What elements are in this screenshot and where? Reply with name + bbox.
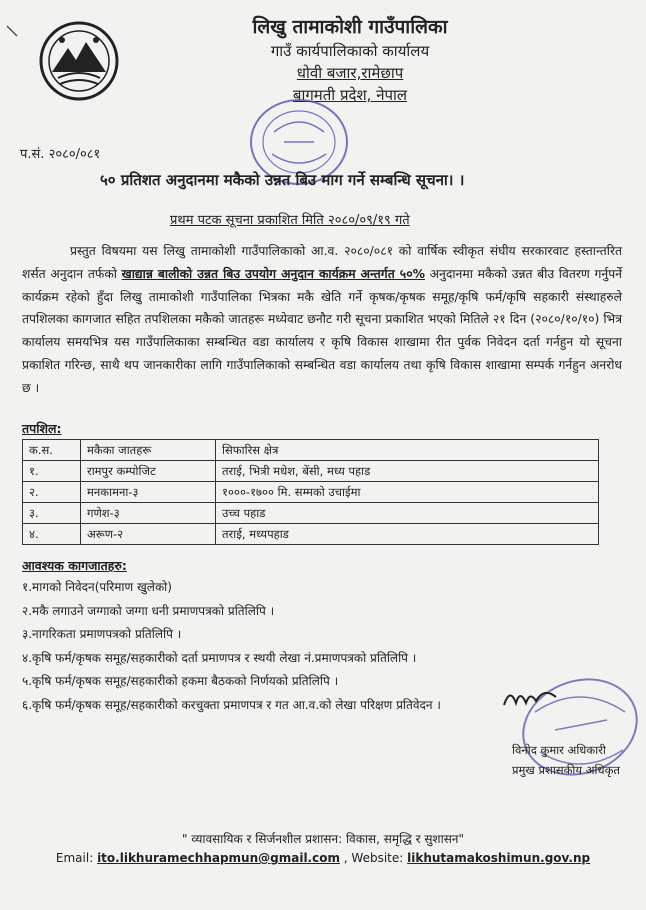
maize-variety-table — [22, 439, 599, 545]
corner-mark-icon — [5, 24, 19, 38]
cell-sn: १. — [23, 461, 81, 482]
table-row — [23, 461, 599, 482]
email-label: Email: — [55, 851, 98, 865]
list-item: १.मागको निवेदन(परिमाण खुलेको) — [22, 580, 172, 594]
footer-contact — [0, 851, 646, 865]
table-header-row — [23, 440, 599, 461]
publication-date: प्रथम पटक सूचना प्रकाशित मिति २०८०/०९/१९ गते — [170, 213, 410, 228]
email-link[interactable]: ito.likhuramechhapmun@gmail.com — [97, 851, 340, 865]
municipality-emblem-icon — [38, 20, 120, 102]
cell-sn: २. — [23, 482, 81, 503]
municipality-name: लिखु तामाकोशी गाउँपालिका — [252, 16, 448, 38]
website-label: , Website: — [339, 851, 408, 865]
notice-body — [22, 240, 622, 400]
cell-variety: गणेश-३ — [81, 503, 216, 524]
reference-number: प.सं. २०८०/०८१ — [20, 147, 101, 162]
cell-region: उच्च पहाड — [216, 503, 599, 524]
cell-region: तराई, मध्यपहाड — [216, 524, 599, 545]
cell-region: तराई, भित्री मधेश, बेंसी, मध्य पहाड — [216, 461, 599, 482]
cell-sn: ३. — [23, 503, 81, 524]
table-row — [23, 503, 599, 524]
col-header-sn: क.स. — [23, 440, 81, 461]
signatory — [512, 740, 620, 780]
col-header-variety: मकैका जातहरू — [81, 440, 216, 461]
table-row — [23, 524, 599, 545]
list-item: ३.नागरिकता प्रमाणपत्रको प्रतिलिपि । — [22, 627, 182, 641]
signer-title: प्रमुख प्रशासकीय अधिकृत — [512, 763, 620, 777]
list-item: ५.कृषि फर्म/कृषक समूह/सहकारीको हकमा बैठकको निर्णयको प्रतिलिपि । — [22, 674, 339, 688]
details-label: तपशिल: — [22, 421, 62, 436]
cell-region: १०००-१७०० मि. सम्मको उचाईमा — [216, 482, 599, 503]
body-text-2: अनुदानमा मकैको उन्नत बीउ वितरण गर्नुपर्ने कार्यक्रम रहेको हुँदा लिखु तामाकोशी गाउँपालिका भित्रका मकै खेति गर्ने कृषक/कृषक समूह/कृषि फर्म/कृषि सहकारी संस्थाहरुले तपशिलका कागजात सहित तपशिलका मकैको जातहरू मध्येवाट छनौट गरी सूचना प्रकाशित भएको मितिले २१ दिन (२०८०/१०/१०) भित्र कार्यालय समयभित्र यस गाउँपालिकाका सम्बन्धित वडा कार्यालय र कृषि विकास शाखामा रीत पुर्वक निवेदन दर्ता गर्नहुन यो सूचना प्रकाशित गरिन्छ, साथै थप जानकारीका लागि गाउँपालिकाको सम्बन्धित वडा कार्यालय तथा कृषि विकास शाखामा सम्पर्क गर्नहुन अनरोध छ । — [22, 266, 623, 395]
body-text-1: प्रस्तुत विषयमा यस लिखु तामाकोशी गाउँपालिकाको आ.व. २०८०/०८१ को वार्षिक स्वीकृत संघीय सरकारवाट हस्तान्तरित शर्सत अनुदान तर्फको — [22, 244, 622, 281]
province-country: बागमती प्रदेश, नेपाल — [292, 86, 408, 104]
office-address: धोवी बजार,रामेछाप — [296, 64, 404, 82]
table-row — [23, 482, 599, 503]
signer-name: विनोद कुमार अधिकारी — [512, 743, 606, 757]
list-item: ४.कृषि फर्म/कृषक समूह/सहकारीको दर्ता प्रमाणपत्र र स्थयी लेखा नं.प्रमाणपत्रको प्रतिलिपि । — [22, 650, 417, 665]
footer-motto: " व्यावसायिक र सिर्जनशील प्रशासन: विकास, समृद्धि र सुशासन" — [182, 832, 464, 846]
cell-sn: ४. — [23, 524, 81, 545]
required-docs-label: आवश्यक कागजातहरु: — [22, 558, 127, 573]
list-item: २.मकै लगाउने जग्गाको जग्गा धनी प्रमाणपत्रको प्रतिलिपि । — [22, 603, 275, 618]
cell-variety: मनकामना-३ — [81, 482, 216, 503]
website-link[interactable]: likhutamakoshimun.gov.np — [407, 851, 591, 865]
notice-subject: ५० प्रतिशत अनुदानमा मकैको उन्नत बिउ माग गर्ने सम्बन्धि सूचना। । — [100, 171, 465, 189]
signature-icon — [500, 683, 560, 713]
body-highlight: खाद्यान्न बालीको उन्नत बिउ उपयोग अनुदान कार्यक्रम अन्तर्गत ५०% — [121, 266, 425, 281]
col-header-region: सिफारिस क्षेत्र — [216, 440, 599, 461]
office-name: गाउँ कार्यपालिकाको कार्यालय — [270, 42, 430, 60]
list-item: ६.कृषि फर्म/कृषक समूह/सहकारीको करचुक्ता प्रमाणपत्र र गत आ.व.को लेखा परिक्षण प्रतिवेदन । — [22, 697, 441, 712]
cell-variety: अरूण-२ — [81, 524, 216, 545]
cell-variety: रामपुर कम्पोजिट — [81, 461, 216, 482]
